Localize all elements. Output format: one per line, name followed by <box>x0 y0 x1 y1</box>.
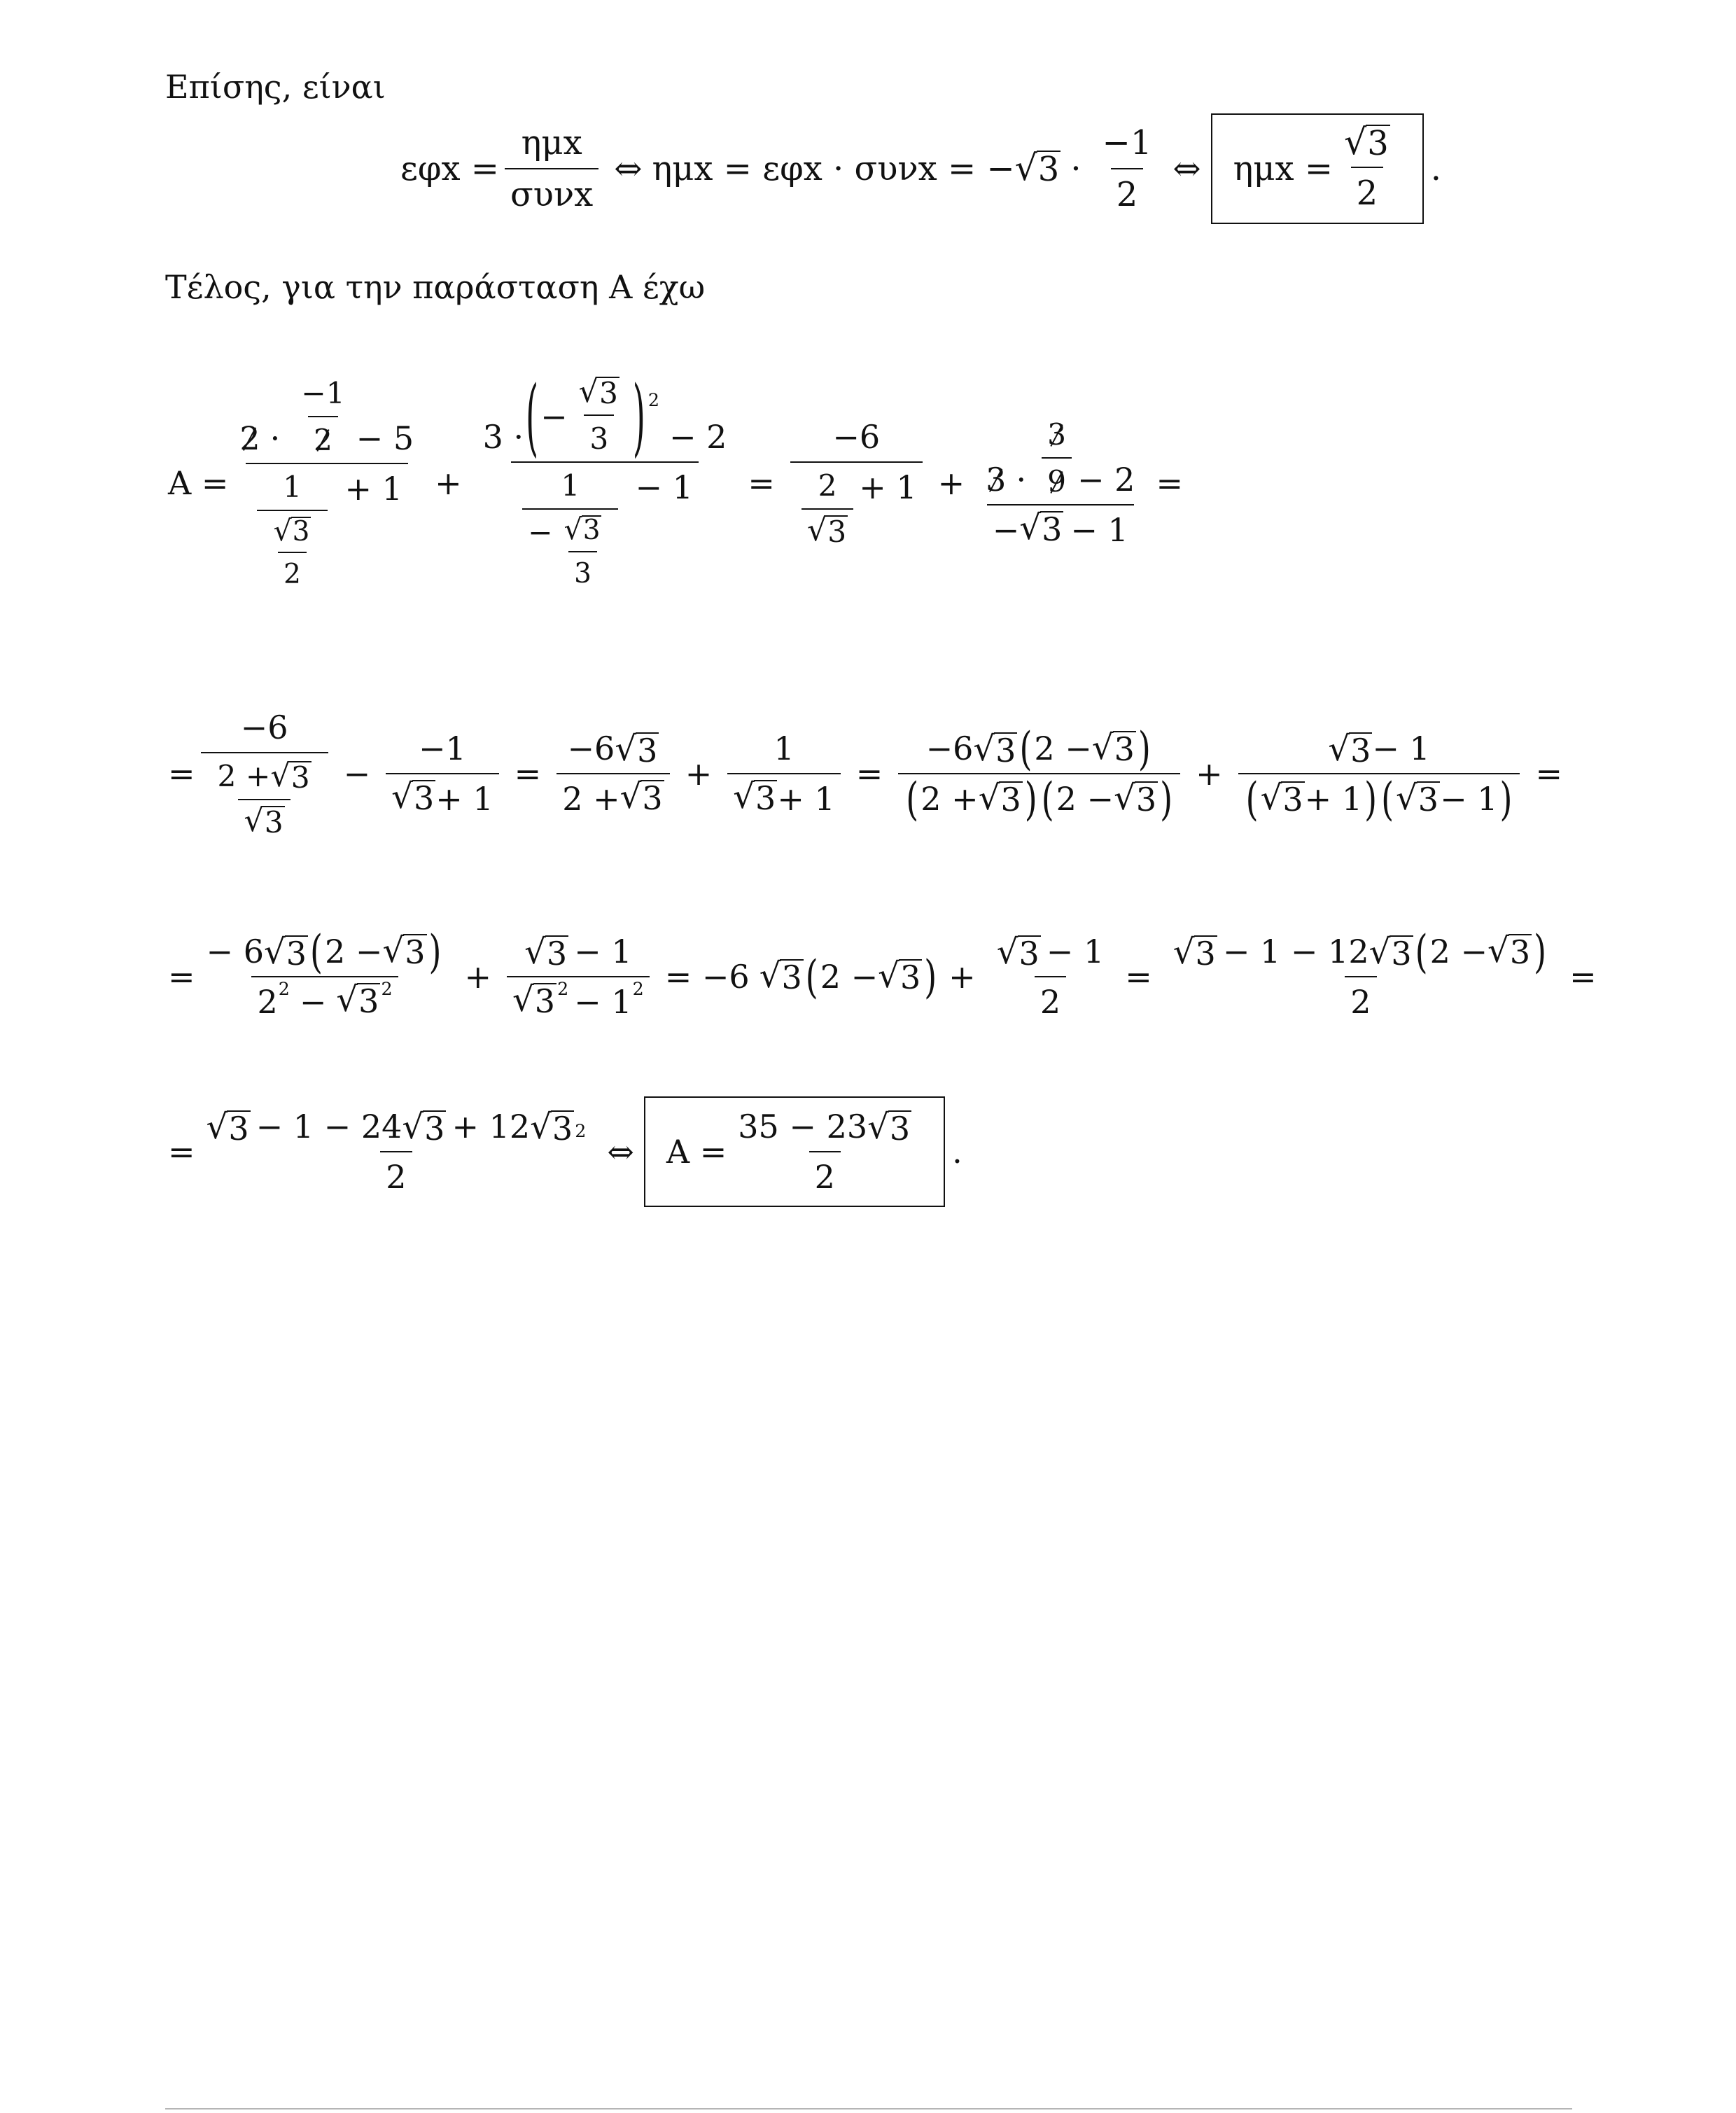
equation-a-step1: A = 2 · $\frac{-1}{2}$ − 5 1 √ 3 2 + 1 + 3 · ( − √ 3 3 ) 2 − 2 1 − √ 3 3 − 1 = −6 2 √ 3 + 1 + 3 · $\frac{3}{9}$ − 2 − √ 3 − 1 = <box>168 367 1183 591</box>
equation-a-step3: = − 6 √ 3 ( 2 − √ 3 ) 2 2 − √ 3 2 + √ 3 − 1 √ 3 2 − 1 2 = −6 √ 3 ( 2 − √ 3 ) + √ 3 − 1 2 = √ 3 − 1 − 12 √ 3 ( 2 − √ 3 ) 2 = <box>168 925 1597 1021</box>
eq5-result-box: A = 35 − 23 √ 3 2 <box>644 1096 945 1207</box>
eq2-term1: 2 · $\frac{-1}{2}$ − 5 1 √ 3 2 + 1 <box>239 375 414 591</box>
eq2-term2: 3 · ( − √ 3 3 ) 2 − 2 1 − √ 3 3 − 1 <box>482 367 727 590</box>
eq1-sqrt: √ 3 <box>1014 146 1060 189</box>
paragraph-expression: Τέλος, για την παράσταση Α έχω <box>165 268 706 306</box>
paragraph-intro: Επίσης, είναι <box>165 68 386 106</box>
equation-tan-sin: εφx = $\frac{\text{ημx}}{\text{συνx}}$ ⇔ ημx = εφx · συνx = − √ 3 · $\frac{-1}{2}$ ⇔ ημx = √ 3 2 . <box>400 116 1441 221</box>
eq1-iff: ⇔ <box>614 149 643 188</box>
eq3-term3: −6 √ 3 2 + √ 3 <box>556 730 670 818</box>
eq1-lhs: εφx = <box>400 149 500 188</box>
eq4-term4: √ 3 − 1 − 12 √ 3 ( 2 − √ 3 ) 2 <box>1172 925 1547 1021</box>
eq3-term1: −6 2 + √ 3 √ 3 <box>201 709 328 838</box>
eq4-term3: √ 3 − 1 2 <box>996 932 1105 1021</box>
eq4-term1: − 6 √ 3 ( 2 − √ 3 ) 2 2 − √ 3 2 <box>206 925 442 1021</box>
eq5-term1: √ 3 − 1 − 24 √ 3 + 12 √ 3 2 2 <box>206 1107 587 1196</box>
eq2-term3: −6 2 √ 3 + 1 <box>790 418 923 548</box>
footer-divider <box>165 2108 1572 2109</box>
eq1-mid: ημx = εφx · συνx = − <box>652 149 1015 188</box>
eq4-term2: √ 3 − 1 √ 3 2 − 1 2 <box>507 933 650 1021</box>
eq3-term4: 1 √ 3 + 1 <box>727 730 841 818</box>
eq2-term4: 3 · $\frac{3}{9}$ − 2 − √ 3 − 1 <box>986 417 1135 549</box>
eq1-frac2: $\frac{-1}{2}$ <box>1102 123 1152 214</box>
eq3-term5: −6 √ 3 ( 2 − √ 3 ) ( 2 + √ 3 ) ( 2 − √ 3 ) <box>898 730 1180 818</box>
eq1-frac: $\frac{\text{ημx}}{\text{συνx}}$ <box>505 123 598 214</box>
eq3-term2: −1 √ 3 + 1 <box>386 730 499 818</box>
equation-a-step2: = −6 2 + √ 3 √ 3 − −1 √ 3 + 1 = −6 √ 3 2 + √ 3 + 1 √ 3 + 1 = −6 √ 3 ( 2 − √ 3 ) ( 2 + √ 3 ) ( 2 − √ 3 ) + √ 3 − 1 ( √ 3 + 1 ) ( √ 3 − 1 ) = <box>168 709 1563 840</box>
equation-a-final: = √ 3 − 1 − 24 √ 3 + 12 √ 3 2 2 ⇔ A = 35 − 23 √ 3 2 . <box>168 1085 962 1218</box>
eq1-result-box: ημx = √ 3 2 <box>1211 113 1424 224</box>
eq3-term6: √ 3 − 1 ( √ 3 + 1 ) ( √ 3 − 1 ) <box>1238 730 1520 818</box>
